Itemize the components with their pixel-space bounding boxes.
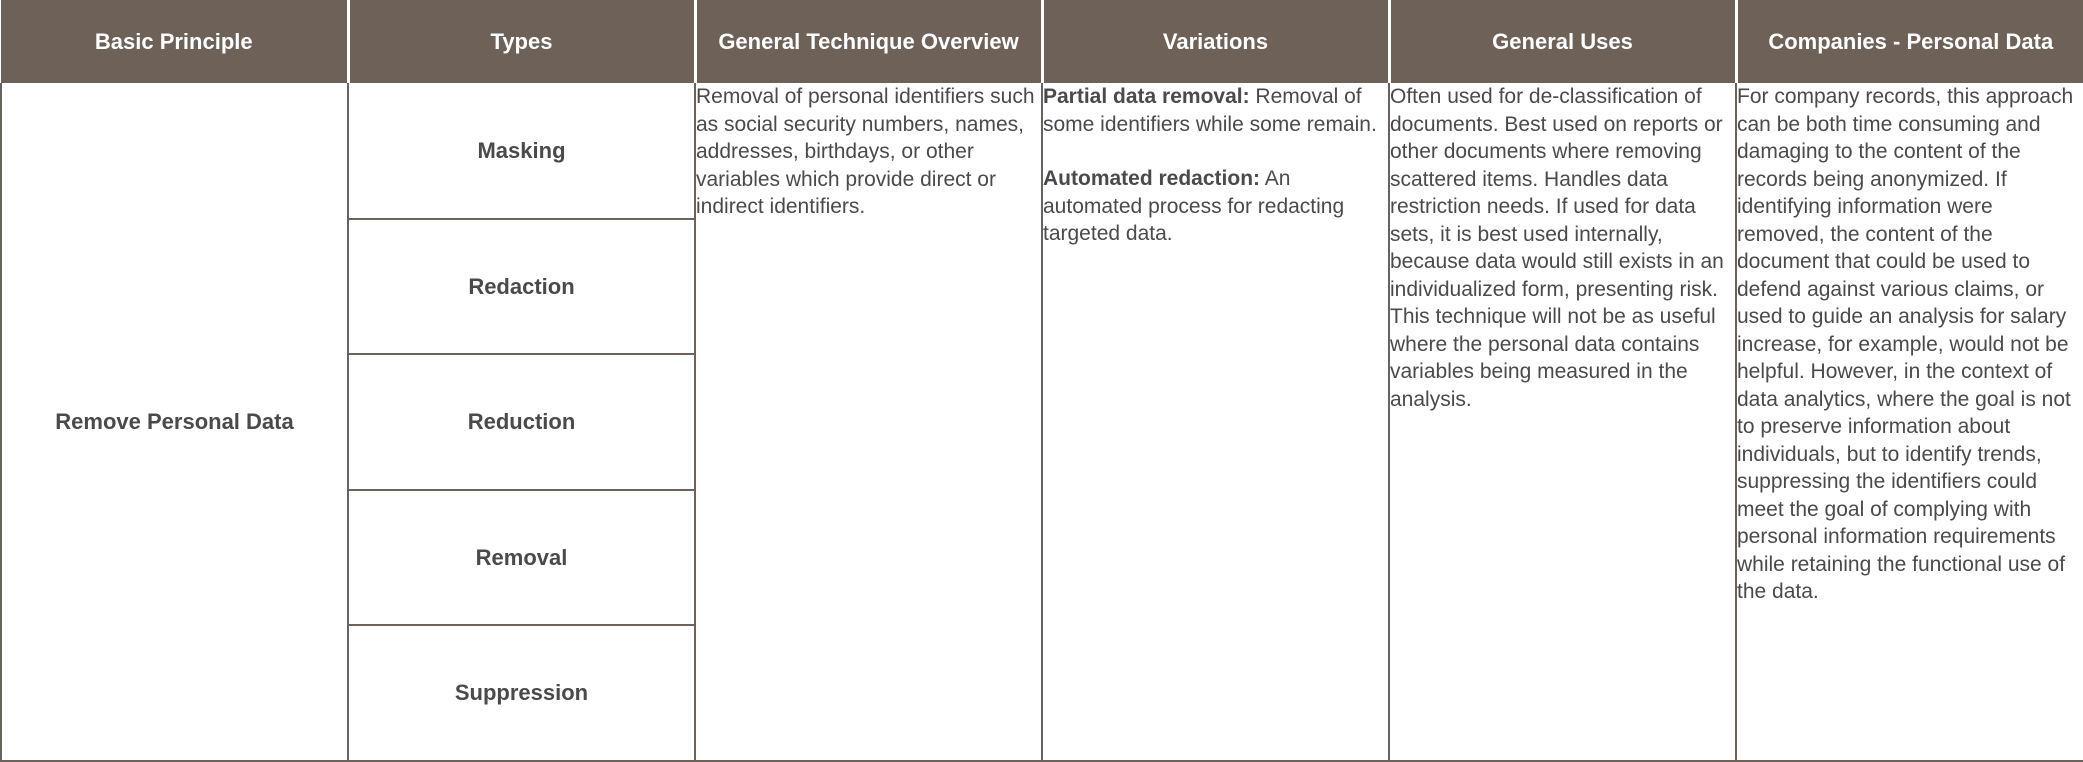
basic-principle-cell: Remove Personal Data [1, 83, 348, 761]
general-uses-cell [1389, 83, 1736, 761]
variation-term: Partial data removal: [1043, 85, 1250, 108]
variation-text: Removal of some identifiers while some remain. [1043, 85, 1377, 136]
header-types: Types [348, 0, 695, 83]
type-removal: Removal [348, 490, 695, 626]
type-suppression: Suppression [348, 625, 695, 761]
header-general-uses: General Uses [1389, 0, 1736, 83]
header-companies-personal-data: Companies - Personal Data [1736, 0, 2083, 83]
type-masking: Masking [348, 83, 695, 219]
header-row [1, 0, 2083, 83]
overview-text: Removal of personal identifiers such as social security numbers, names, addresses, birthdays, or other variables which provide direct or indirect identifiers. [696, 85, 1035, 218]
type-redaction: Redaction [348, 219, 695, 355]
type-reduction: Reduction [348, 354, 695, 490]
companies-cell [1736, 83, 2083, 761]
companies-text: For company records, this approach can be both time consuming and damaging to the content of the records being anonymized. If identifying information were removed, the content of the document that could be used to defend against various claims, or used to guide an analysis for salary increase, for example, would not be helpful. However, in the context of data analytics, where the goal is not to preserve information about individuals, but to identify trends, suppressing the identifiers could meet the goal of complying with personal information requirements while retaining the functional use of the data. [1737, 85, 2074, 603]
variation-item [1043, 165, 1388, 248]
general-uses-text: Often used for de-classification of documents. Best used on reports or other documents where removing scattered items. Handles data restriction needs. If used for data sets, it is best used internally, because data would still exists in an individualized form, presenting risk. This technique will not be as useful where the personal data contains variables being measured in the analysis. [1390, 85, 1724, 411]
header-general-technique-overview: General Technique Overview [695, 0, 1042, 83]
variations-cell [1042, 83, 1389, 761]
header-variations: Variations [1042, 0, 1389, 83]
overview-cell [695, 83, 1042, 761]
header-basic-principle: Basic Principle [1, 0, 348, 83]
variation-item [1043, 83, 1388, 138]
variation-text: An automated process for redacting targeted data. [1043, 167, 1345, 245]
table-row [1, 83, 2083, 219]
variation-term: Automated redaction: [1043, 167, 1261, 190]
